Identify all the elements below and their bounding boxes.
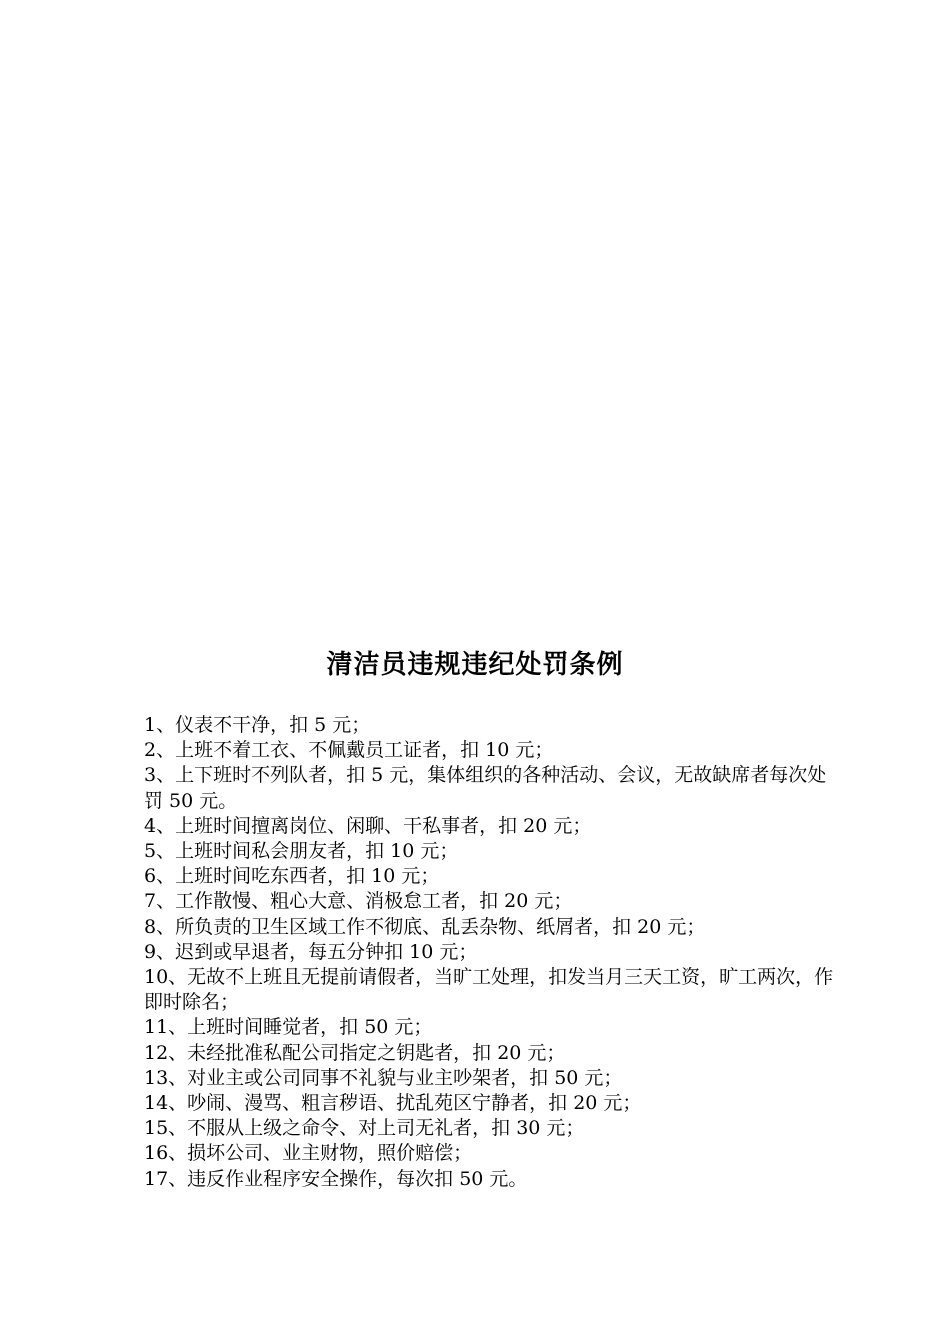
rule-item: 1、仪表不干净，扣 5 元； (144, 714, 371, 736)
rule-item: 6、上班时间吃东西者，扣 10 元； (144, 865, 440, 888)
rule-item: 7、工作散慢、粗心大意、消极怠工者，扣 20 元； (144, 890, 573, 913)
rule-item: 4、上班时间擅离岗位、闲聊、干私事者，扣 20 元； (144, 814, 592, 837)
rule-item: 11、上班时间睡觉者，扣 50 元； (144, 1016, 433, 1039)
rule-item: 12、未经批准私配公司指定之钥匙者，扣 20 元； (144, 1041, 566, 1064)
rule-item: 15、不服从上级之命令、对上司无礼者，扣 30 元； (144, 1117, 585, 1140)
rule-item: 8、所负责的卫生区域工作不彻底、乱丢杂物、纸屑者，扣 20 元； (144, 915, 706, 938)
rule-item: 3、上下班时不列队者，扣 5 元，集体组织的各种活动、会议，无故缺席者每次处罚 50 元。 (144, 764, 827, 812)
rules-list (144, 713, 834, 1192)
rule-item: 10、无故不上班且无提前请假者，当旷工处理，扣发当月三天工资，旷工两次，作即时除名； (144, 966, 834, 1014)
rule-item: 13、对业主或公司同事不礼貌与业主吵架者，扣 50 元； (144, 1066, 623, 1089)
rule-item: 16、损坏公司、业主财物，照价赔偿； (144, 1142, 473, 1165)
rule-item: 14、吵闹、漫骂、粗言秽语、扰乱苑区宁静者，扣 20 元； (144, 1092, 642, 1115)
document-title: 清洁员违规违纪处罚条例 (326, 650, 624, 680)
rule-item: 9、迟到或早退者，每五分钟扣 10 元； (144, 940, 478, 963)
rule-item: 17、违反作业程序安全操作，每次扣 50 元。 (144, 1167, 528, 1190)
rule-item: 5、上班时间私会朋友者，扣 10 元； (144, 840, 459, 863)
rule-item: 2、上班不着工衣、不佩戴员工证者，扣 10 元； (144, 739, 554, 762)
